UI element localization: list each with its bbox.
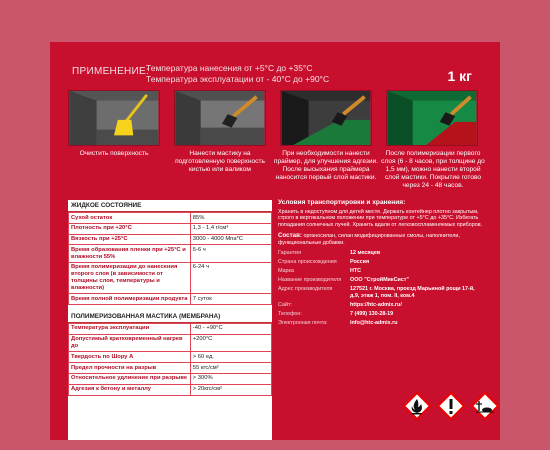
- manufacturer-specs: Гарантия 12 месяцев Страна происхождения Россия Марка НТС Название производителя ООО "СтройМикСист" Адрес производителя 127521 г. Москва, проезд Марьиной рощи 17-й, д.9, этаж 1, пом. II, ком.4 Сайт: https://htc-admix.ru/ Телефон: 7 (499) 130-28-19 Электронная почта: info@htc-admix.ru: [278, 250, 483, 327]
- step-caption-3: При необходимости нанести праймер, для улучшения адгезии. После высыхания праймера наносится первый слой мастики.: [273, 150, 379, 181]
- environment-hazard-icon: [471, 392, 499, 420]
- temperature-info: [146, 63, 329, 85]
- step-image-1: [68, 90, 160, 146]
- step-caption-1: Очистить поверхность: [79, 150, 149, 157]
- email-link[interactable]: info@htc-admix.ru: [350, 320, 398, 327]
- liquid-section-title: ЖИДКОЕ СОСТОЯНИЕ: [68, 200, 272, 212]
- table-row: Сухой остаток 85%: [69, 213, 272, 224]
- table-row: Допустимый кратковременный нагрев до +200°С: [69, 334, 272, 352]
- hazard-pictograms: [403, 392, 499, 420]
- composition-text: органосилан, силан модифицированные смолы, наполнители, функциональные добавки.: [278, 233, 460, 246]
- table-row: Вязкость при +25°С 3000 - 4000 Мпа*С: [69, 234, 272, 245]
- composition-label: Состав:: [278, 232, 302, 239]
- storage-title: Условия транспортировки и хранения:: [278, 199, 406, 206]
- step-caption-2: Нанести мастику на подготовленную поверхность кистью или валиком: [175, 150, 265, 173]
- table-row: Твердость по Шору А > 60 ед.: [69, 352, 272, 363]
- website-link[interactable]: https://htc-admix.ru/: [350, 301, 402, 308]
- info-column: [278, 200, 483, 327]
- table-row: Относительное удлинение при разрыве > 300%: [69, 373, 272, 384]
- table-row: Предел прочности на разрыв 55 кгс/см²: [69, 363, 272, 374]
- table-row: Время полимеризации до нанесения второго слоя (в зависимости от толщины слоя, температуры и влажности) 6-24 ч: [69, 262, 272, 293]
- step-caption-4: После полимеризации первого слоя (6 - 8 часов, при толщине до 1,5 мм), можно нанести второй слой мастики. Покрытие готово через 24 - 48 часов.: [381, 150, 485, 189]
- table-row: Адгезия к бетону и металлу > 20кгс/см²: [69, 384, 272, 395]
- step-image-3: [280, 90, 372, 146]
- table-row: Время образования пленки при +25°С и влажности 55% 5-6 ч: [69, 245, 272, 263]
- membrane-section-title: ПОЛИМЕРИЗОВАННАЯ МАСТИКА (МЕМБРАНА): [68, 311, 272, 323]
- table-row: Время полной полимеризации продукта 7 суток: [69, 294, 272, 305]
- membrane-table: [68, 323, 272, 396]
- liquid-table: [68, 212, 272, 305]
- product-label: [50, 42, 500, 440]
- composition: [278, 233, 483, 246]
- table-row: Температура эксплуатации -40 - +90°С: [69, 323, 272, 334]
- table-row: Плотность при +20°С 1,3 - 1,4 г/см³: [69, 223, 272, 234]
- temp-use: Температура эксплуатации от - 40°С до +90°С: [146, 74, 330, 84]
- temp-apply: Температура нанесения от +5°С до +35°С: [146, 63, 313, 73]
- weight-label: 1 кг: [447, 68, 472, 84]
- step-image-4: [386, 90, 478, 146]
- specs-panel: [68, 200, 272, 440]
- application-heading: ПРИМЕНЕНИЕ:: [72, 66, 150, 77]
- step-image-2: [174, 90, 266, 146]
- phone-number: 7 (499) 130-28-19: [350, 311, 394, 318]
- storage-text: Хранить в недоступном для детей месте. Держать контейнер плотно закрытым, строго в вертикальном положении при температуре от +5°С до +35°С. Избегать попадания солнечных лучей. Хранить вдали от легковоспламеняемых приборов.: [278, 208, 483, 228]
- flammable-hazard-icon: [403, 392, 431, 420]
- exclamation-hazard-icon: [437, 392, 465, 420]
